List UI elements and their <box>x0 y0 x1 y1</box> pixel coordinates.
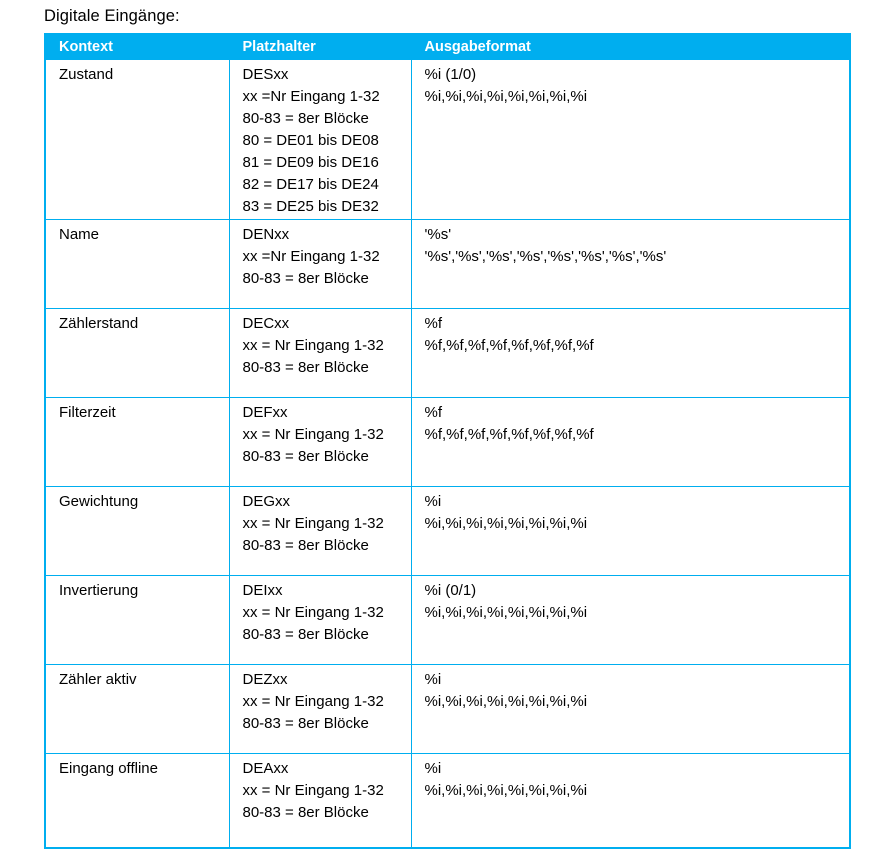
cell-line: 81 = DE09 bis DE16 <box>242 154 379 171</box>
platzhalter-cell <box>229 220 411 309</box>
cell-line: 80-83 = 8er Blöcke <box>242 448 369 465</box>
ausgabeformat-cell <box>411 665 850 754</box>
digital-inputs-table <box>44 33 851 849</box>
cell-line: %f,%f,%f,%f,%f,%f,%f,%f <box>424 426 594 443</box>
cell-line: %i (1/0) <box>424 66 477 83</box>
cell-line: Gewichtung <box>59 493 139 510</box>
table-row <box>45 754 850 849</box>
ausgabeformat-cell <box>411 60 850 220</box>
cell-line: 80-83 = 8er Blöcke <box>242 537 369 554</box>
table-row <box>45 60 850 220</box>
cell-line: DEFxx <box>242 404 288 421</box>
ausgabeformat-cell <box>411 309 850 398</box>
ausgabeformat-cell <box>411 398 850 487</box>
cell-line: xx =Nr Eingang 1-32 <box>242 248 380 265</box>
platzhalter-cell <box>229 487 411 576</box>
cell-line: '%s' <box>424 226 452 243</box>
kontext-cell <box>45 487 229 576</box>
kontext-cell <box>45 220 229 309</box>
table-row <box>45 665 850 754</box>
table-row <box>45 487 850 576</box>
platzhalter-cell <box>229 398 411 487</box>
cell-line: 80-83 = 8er Blöcke <box>242 626 369 643</box>
cell-line: xx =Nr Eingang 1-32 <box>242 88 380 105</box>
column-header-platzhalter: Platzhalter <box>229 34 411 60</box>
cell-line: xx = Nr Eingang 1-32 <box>242 426 384 443</box>
cell-line: xx = Nr Eingang 1-32 <box>242 337 384 354</box>
kontext-cell <box>45 60 229 220</box>
cell-line: %i,%i,%i,%i,%i,%i,%i,%i <box>424 693 588 710</box>
cell-line: %i <box>424 760 442 777</box>
cell-line: DENxx <box>242 226 290 243</box>
cell-line: 80-83 = 8er Blöcke <box>242 110 369 127</box>
cell-line: xx = Nr Eingang 1-32 <box>242 693 384 710</box>
cell-line: '%s','%s','%s','%s','%s','%s','%s','%s' <box>424 248 667 265</box>
cell-line: %f,%f,%f,%f,%f,%f,%f,%f <box>424 337 594 354</box>
table-row <box>45 309 850 398</box>
cell-line: 82 = DE17 bis DE24 <box>242 176 379 193</box>
table-header <box>45 34 850 60</box>
ausgabeformat-cell <box>411 576 850 665</box>
cell-line: Zustand <box>59 66 114 83</box>
cell-line: Zähler aktiv <box>59 671 137 688</box>
cell-line: Filterzeit <box>59 404 116 421</box>
cell-line: DEIxx <box>242 582 283 599</box>
cell-line: DEZxx <box>242 671 288 688</box>
column-header-ausgabeformat: Ausgabeformat <box>411 34 850 60</box>
page-title: Digitale Eingänge: <box>44 7 180 25</box>
cell-line: DEGxx <box>242 493 291 510</box>
cell-line: 80 = DE01 bis DE08 <box>242 132 379 149</box>
ausgabeformat-cell <box>411 487 850 576</box>
platzhalter-cell <box>229 309 411 398</box>
ausgabeformat-cell <box>411 220 850 309</box>
table-body <box>45 60 850 849</box>
cell-line: DEAxx <box>242 760 289 777</box>
cell-line: xx = Nr Eingang 1-32 <box>242 515 384 532</box>
kontext-cell <box>45 754 229 849</box>
cell-line: DESxx <box>242 66 289 83</box>
cell-line: 80-83 = 8er Blöcke <box>242 715 369 732</box>
platzhalter-cell <box>229 665 411 754</box>
platzhalter-cell <box>229 60 411 220</box>
kontext-cell <box>45 576 229 665</box>
cell-line: %i,%i,%i,%i,%i,%i,%i,%i <box>424 515 588 532</box>
cell-line: Name <box>59 226 100 243</box>
cell-line: xx = Nr Eingang 1-32 <box>242 782 384 799</box>
ausgabeformat-cell <box>411 754 850 849</box>
cell-line: %f <box>424 315 443 332</box>
cell-line: %i (0/1) <box>424 582 477 599</box>
kontext-cell <box>45 398 229 487</box>
table-row <box>45 576 850 665</box>
table-row <box>45 398 850 487</box>
cell-line: 80-83 = 8er Blöcke <box>242 359 369 376</box>
column-header-kontext: Kontext <box>45 34 229 60</box>
cell-line: Invertierung <box>59 582 139 599</box>
table-header-row <box>45 34 850 60</box>
cell-line: %i,%i,%i,%i,%i,%i,%i,%i <box>424 88 588 105</box>
cell-line: Eingang offline <box>59 760 158 777</box>
cell-line: %i <box>424 671 442 688</box>
cell-line: Zählerstand <box>59 315 139 332</box>
cell-line: 83 = DE25 bis DE32 <box>242 198 379 215</box>
cell-line: 80-83 = 8er Blöcke <box>242 804 369 821</box>
cell-line: xx = Nr Eingang 1-32 <box>242 604 384 621</box>
table-row <box>45 220 850 309</box>
cell-line: DECxx <box>242 315 290 332</box>
cell-line: %i,%i,%i,%i,%i,%i,%i,%i <box>424 782 588 799</box>
platzhalter-cell <box>229 576 411 665</box>
cell-line: 80-83 = 8er Blöcke <box>242 270 369 287</box>
cell-line: %i,%i,%i,%i,%i,%i,%i,%i <box>424 604 588 621</box>
cell-line: %i <box>424 493 442 510</box>
kontext-cell <box>45 309 229 398</box>
kontext-cell <box>45 665 229 754</box>
platzhalter-cell <box>229 754 411 849</box>
cell-line: %f <box>424 404 443 421</box>
